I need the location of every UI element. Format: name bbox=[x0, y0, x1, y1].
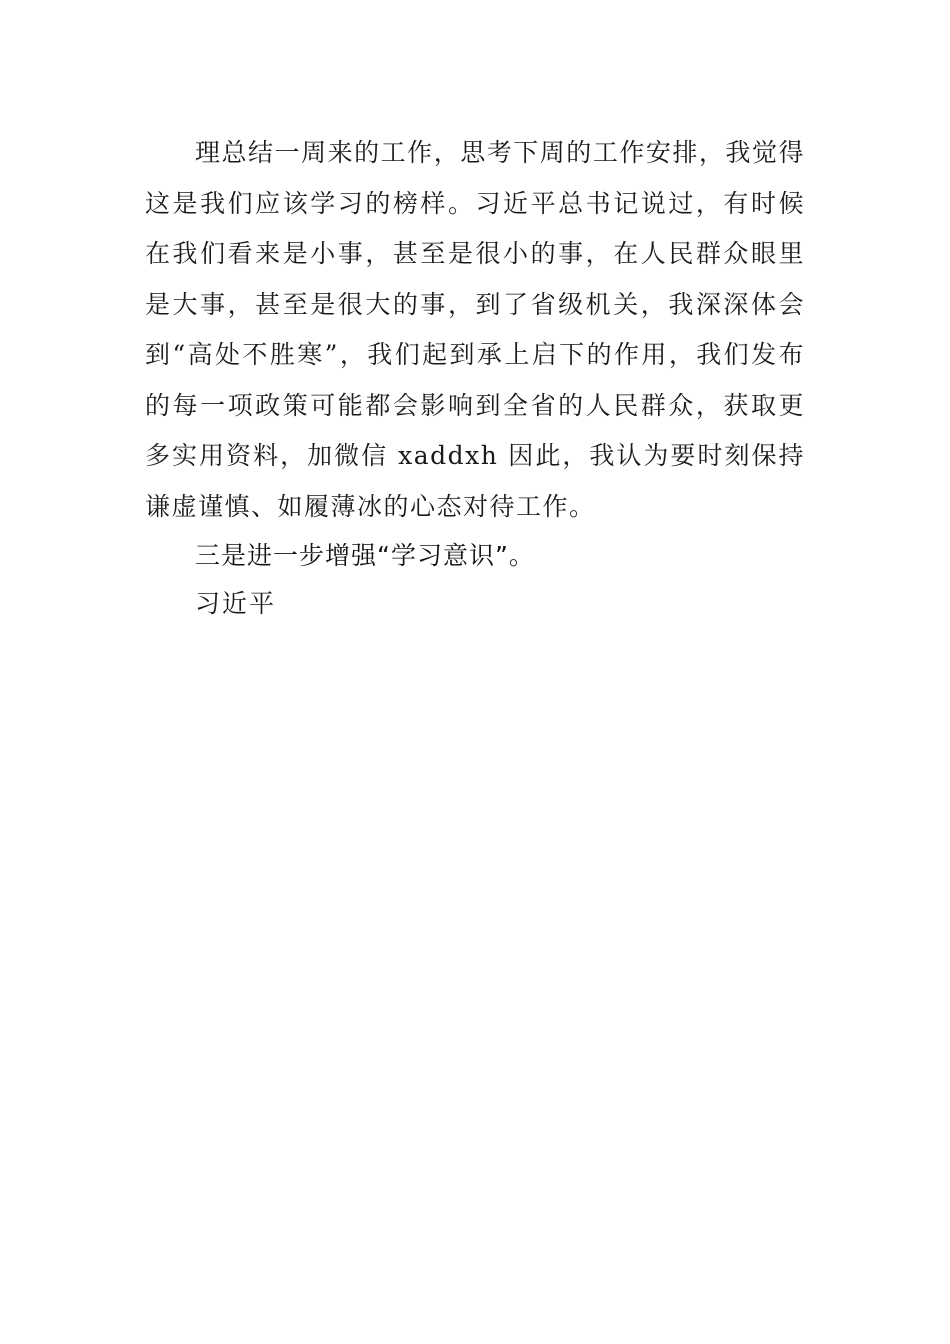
body-paragraph: 理总结一周来的工作，思考下周的工作安排，我觉得这是我们应该学习的榜样。习近平总书记说过，有时候在我们看来是小事，甚至是很小的事，在人民群众眼里是大事，甚至是很大的事，到了省级机关，我深深体会到“高处不胜寒”，我们起到承上启下的作用，我们发布的每一项政策可能都会影响到全省的人民群众，获取更多实用资料，加微信 xaddxh 因此，我认为要时刻保持谦虚谨慎、如履薄冰的心态对待工作。 bbox=[145, 138, 805, 521]
document-body bbox=[145, 128, 805, 628]
section-heading: 三是进一步增强“学习意识”。 bbox=[195, 541, 535, 570]
closing-line: 习近平 bbox=[195, 589, 277, 618]
